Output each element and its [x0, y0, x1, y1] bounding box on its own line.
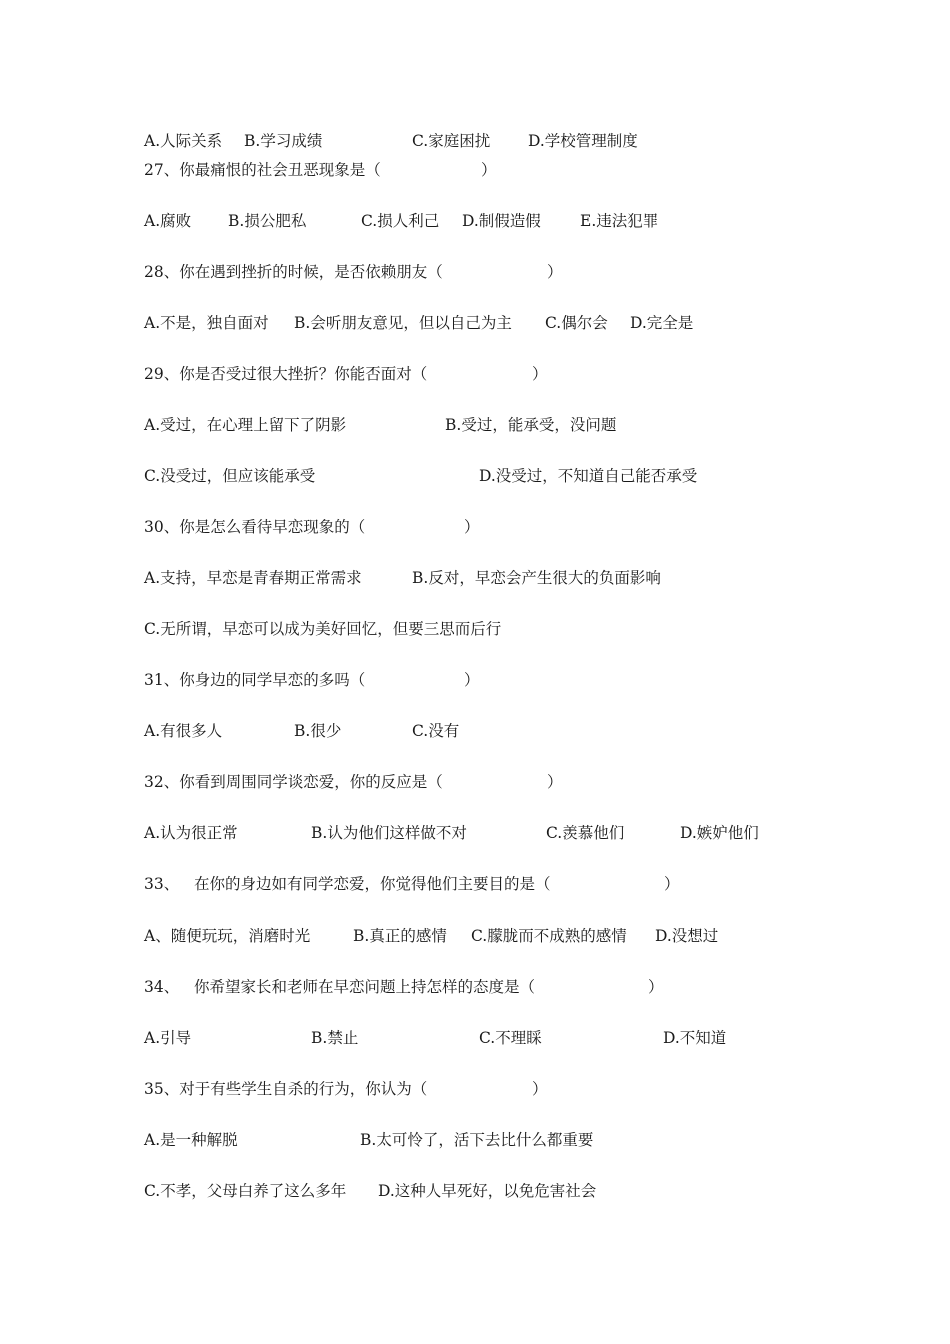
q29-options-1-text-1: B.受过，能承受，没问题: [445, 416, 617, 434]
q27-options-text-0: A.腐败: [144, 212, 192, 230]
answer-q29-options-1: [0, 414, 950, 436]
q29-options-2-text-1: D.没受过，不知道自己能否承受: [479, 467, 698, 485]
question-q27: [0, 159, 950, 181]
q33-text-2: ）: [664, 875, 680, 893]
question-q29: [0, 363, 950, 385]
q34-options-text-1: B.禁止: [311, 1029, 359, 1047]
q28-text-0: 28、你在遇到挫折的时候，是否依赖朋友（: [144, 263, 443, 281]
q35-options-1-text-0: A.是一种解脱: [144, 1131, 238, 1149]
q31-options-text-2: C.没有: [412, 722, 460, 740]
q32-options-text-1: B.认为他们这样做不对: [311, 824, 467, 842]
q28-options-text-1: B.会听朋友意见，但以自己为主: [294, 314, 512, 332]
answer-q26-options: [0, 130, 950, 152]
q35-text-1: ）: [532, 1080, 548, 1098]
q33-options-text-1: B.真正的感情: [353, 927, 447, 945]
q29-options-2-text-0: C.没受过，但应该能承受: [144, 467, 316, 485]
question-q31: [0, 669, 950, 691]
q34-text-0: 34、: [144, 978, 180, 996]
q34-options-text-0: A.引导: [144, 1029, 192, 1047]
q34-options-text-3: D.不知道: [663, 1029, 727, 1047]
question-q35: [0, 1078, 950, 1100]
q35-options-1-text-1: B.太可怜了，活下去比什么都重要: [360, 1131, 594, 1149]
answer-q28-options: [0, 312, 950, 334]
q35-options-2-text-1: D.这种人早死好，以免危害社会: [378, 1182, 597, 1200]
q30-options-2-text-0: C.无所谓，早恋可以成为美好回忆，但要三思而后行: [144, 620, 502, 638]
answer-q33-options: [0, 925, 950, 947]
q31-text-0: 31、你身边的同学早恋的多吗（: [144, 671, 366, 689]
q28-options-text-2: C.偶尔会: [545, 314, 608, 332]
q35-text-0: 35、对于有些学生自杀的行为，你认为（: [144, 1080, 428, 1098]
q30-text-0: 30、你是怎么看待早恋现象的（: [144, 518, 366, 536]
q26-options-text-3: D.学校管理制度: [528, 132, 638, 150]
answer-q35-options-2: [0, 1180, 950, 1202]
answer-q30-options-1: [0, 567, 950, 589]
q34-options-text-2: C.不理睬: [479, 1029, 542, 1047]
question-q32: [0, 771, 950, 793]
answer-q27-options: [0, 210, 950, 232]
q32-text-1: ）: [547, 773, 563, 791]
q27-text-0: 27、你最痛恨的社会丑恶现象是（: [144, 161, 381, 179]
q28-options-text-0: A.不是，独自面对: [144, 314, 269, 332]
question-q28: [0, 261, 950, 283]
q29-options-1-text-0: A.受过，在心理上留下了阴影: [144, 416, 347, 434]
q33-options-text-3: D.没想过: [655, 927, 719, 945]
q28-text-1: ）: [547, 263, 563, 281]
q27-options-text-1: B.损公肥私: [228, 212, 307, 230]
q28-options-text-3: D.完全是: [630, 314, 694, 332]
q27-text-1: ）: [481, 161, 497, 179]
q34-text-2: ）: [648, 978, 664, 996]
q27-options-text-2: C.损人利己: [361, 212, 440, 230]
answer-q35-options-1: [0, 1129, 950, 1151]
q31-options-text-0: A.有很多人: [144, 722, 223, 740]
answer-q29-options-2: [0, 465, 950, 487]
answer-q32-options: [0, 822, 950, 844]
q33-options-text-0: A、随便玩玩，消磨时光: [144, 927, 311, 945]
q35-options-2-text-0: C.不孝，父母白养了这么多年: [144, 1182, 347, 1200]
q30-options-1-text-1: B.反对，早恋会产生很大的负面影响: [412, 569, 661, 587]
question-q30: [0, 516, 950, 538]
question-q34: [0, 976, 950, 998]
q27-options-text-3: D.制假造假: [462, 212, 541, 230]
q32-options-text-2: C.羡慕他们: [546, 824, 625, 842]
q30-options-1-text-0: A.支持，早恋是青春期正常需求: [144, 569, 362, 587]
q33-text-0: 33、: [144, 875, 180, 893]
q32-options-text-0: A.认为很正常: [144, 824, 238, 842]
answer-q30-options-2: [0, 618, 950, 640]
question-q33: [0, 873, 950, 895]
q29-text-1: ）: [532, 365, 548, 383]
q31-text-1: ）: [464, 671, 480, 689]
q29-text-0: 29、你是否受过很大挫折？你能否面对（: [144, 365, 428, 383]
q30-text-1: ）: [464, 518, 480, 536]
q26-options-text-2: C.家庭困扰: [412, 132, 491, 150]
q34-text-1: 你希望家长和老师在早恋问题上持怎样的态度是（: [194, 978, 536, 996]
q33-text-1: 在你的身边如有同学恋爱，你觉得他们主要目的是（: [194, 875, 551, 893]
q26-options-text-1: B.学习成绩: [244, 132, 323, 150]
answer-q34-options: [0, 1027, 950, 1049]
q31-options-text-1: B.很少: [294, 722, 342, 740]
q32-options-text-3: D.嫉妒他们: [680, 824, 759, 842]
q26-options-text-0: A.人际关系: [144, 132, 223, 150]
q33-options-text-2: C.朦胧而不成熟的感情: [471, 927, 627, 945]
q27-options-text-4: E.违法犯罪: [580, 212, 659, 230]
answer-q31-options: [0, 720, 950, 742]
q32-text-0: 32、你看到周围同学谈恋爱，你的反应是（: [144, 773, 443, 791]
